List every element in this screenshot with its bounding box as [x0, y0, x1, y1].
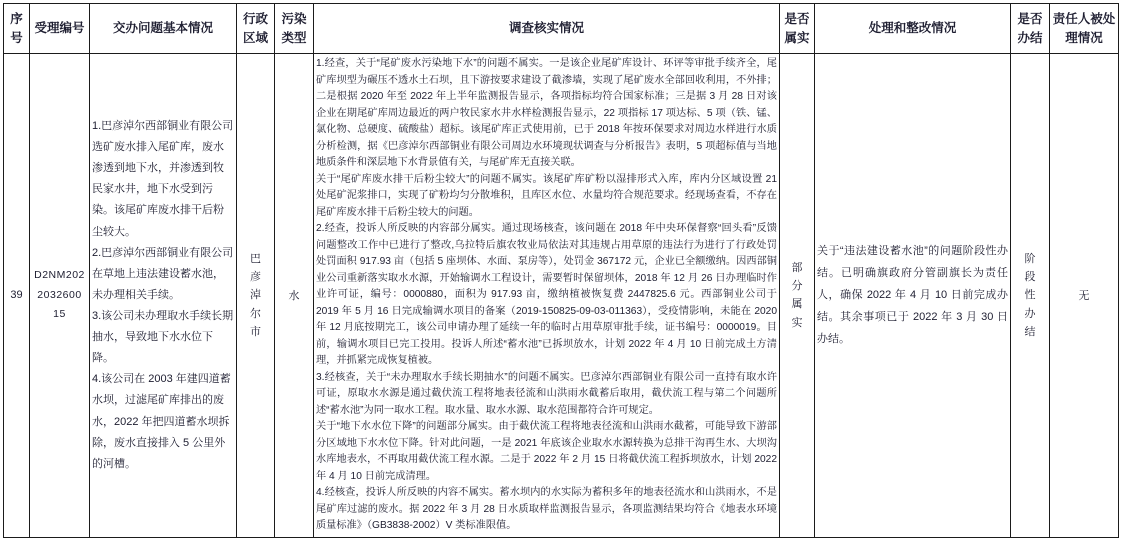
col-header-accountability: 责任人被处理情况 — [1050, 4, 1119, 54]
pollution-type-cell: 水 — [275, 54, 314, 538]
col-header-pollution-type: 污染类型 — [275, 4, 314, 54]
complaint-handling-table — [3, 3, 1119, 538]
header-row — [4, 4, 1119, 54]
col-header-serial: 序号 — [4, 4, 30, 54]
col-header-verified: 是否属实 — [780, 4, 815, 54]
region-text: 巴彦淖尔市 — [250, 253, 261, 338]
col-header-region: 行政区域 — [237, 4, 275, 54]
accountability-cell: 无 — [1050, 54, 1119, 538]
case-number: D2NM202 2032600 15 — [34, 268, 85, 321]
handling-cell: 关于“违法建设蓄水池”的问题阶段性办结。已明确旗政府分管副旗长为责任人，确保 2022 年 4 月 10 日前完成办结。其余事项已于 2022 年 3 月 30 日办结。 — [815, 54, 1011, 538]
col-header-problem: 交办问题基本情况 — [90, 4, 237, 54]
serial-cell: 39 — [4, 54, 30, 538]
problem-cell: 1.巴彦淖尔西部铜业有限公司选矿废水排入尾矿库，废水渗透到地下水，并渗透到牧民家水井，地下水受到污染。该尾矿库废水排干后粉尘较大。 2.巴彦淖尔西部铜业有限公司在草地上违法建设蓄水池，未办理相关手续。 3.该公司未办理取水手续长期抽水，导致地下水水位下降。 4.该公司在 2003 年建四道蓄水坝，过滤尾矿库排出的废水，2022 年把四道蓄水坝拆除，废水直接排入 5 公里外的河槽。 — [90, 54, 237, 538]
case-number-cell — [30, 54, 90, 538]
col-header-case-number: 受理编号 — [30, 4, 90, 54]
col-header-completed: 是否办结 — [1011, 4, 1050, 54]
table-row — [4, 54, 1119, 538]
col-header-handling: 处理和整改情况 — [815, 4, 1011, 54]
region-cell — [237, 54, 275, 538]
verified-text: 部分属实 — [791, 262, 803, 329]
completed-cell — [1011, 54, 1050, 538]
investigation-cell: 1.经查，关于“尾矿废水污染地下水”的问题不属实。一是该企业尾矿库设计、环评等审批手续齐全，尾矿库坝型为碾压不透水土石坝，且下游按要求建设了截渗墙，实现了尾矿废水全部回收利用，不外排；二是根据 2020 年至 2022 年上半年监测报告显示，各项指标均符合国家标准；三是据 3 月 28 日对该企业在期尾矿库周边最近的两户牧民家水井水样检测报告显示，22 项指标 17 项达标、5 项（铁、锰、氯化物、总硬度、硫酸盐）超标。该尾矿库正式使用前，已于 2018 年按环保要求对周边水样进行水质分析检测，据《巴彦淖尔西部铜业有限公司周边水环境现状调查与分析报告》表明，5 项超标值与当地地质条件和深层地下水背景值有关，与尾矿库无直接关联。 关于“尾矿库废水排干后粉尘较大”的问题不属实。该尾矿库矿粉以湿排形式入库，库内分区域设置 21 处尾矿泥浆排口，实现了矿粉均匀分散堆积，且库区水位、水量均符合规范要求。经现场查看，不存在尾矿库废水排干后粉尘较大的问题。 2.经查，投诉人所反映的内容部分属实。通过现场核查，该问题在 2018 年中央环保督察“回头看”反馈问题整改工作中已进行了整改,乌拉特后旗农牧业局依法对其违规占用草原的违法行为进行了行政处罚处罚面积 917.93 亩（包括 5 座坝体、水面、泵房等），处罚金 367172 元，企业已全额缴纳。因西部铜业公司重新落实取水水源，开始输调水工程设计，需要暂时保留坝体，2018 年 12 月 26 日办理临时作业许可证，编号：0000880，面积为 917.93 亩，缴纳植被恢复费 2447825.6 元。西部铜业公司于 2019 年 5 月 16 日完成输调水项目的备案（2019-150825-09-03-011363），受疫情影响，未能在 2020 年 12 月底按期完工，该公司申请办理了延续一年的临时占用草原审批手续，证书编号：0000019。目前，输调水项目已完工投用。投诉人所述“蓄水池”已拆坝放水，计划 2022 年 4 月 10 日前完成土方清理，并抓紧完成恢复植被。 3.经核查，关于“未办理取水手续长期抽水”的问题不属实。巴彦淖尔西部铜业有限公司一直持有取水许可证，原取水水源是通过截伏流工程将地表径流和山洪雨水截蓄后取用，截伏流工程与第二个问题所述“蓄水池”为同一取水工程。取水量、取水水源、取水范围都符合许可规定。 关于“地下水水位下降”的问题部分属实。由于截伏流工程将地表径流和山洪雨水截蓄，可能导致下游部分区域地下水水位下降。针对此问题，一是 2021 年底该企业取水水源转换为总排干沟再生水、大坝沟水库地表水，不再取用截伏流工程水源。二是于 2022 年 2 月 15 日将截伏流工程拆坝放水，计划 2022 年 4 月 10 日前完成清理。 4.经核查，投诉人所反映的内容不属实。蓄水坝内的水实际为蓄积多年的地表径流水和山洪雨水，不是尾矿库过滤的废水。据 2022 年 3 月 28 日水质取样监测报告显示，各项监测结果均符合《地表水环境质量标准》（GB3838-2002）V 类标准限值。 — [314, 54, 780, 538]
col-header-investigation: 调查核实情况 — [314, 4, 780, 54]
completed-text: 阶段性办结 — [1024, 253, 1036, 338]
verified-cell — [780, 54, 815, 538]
